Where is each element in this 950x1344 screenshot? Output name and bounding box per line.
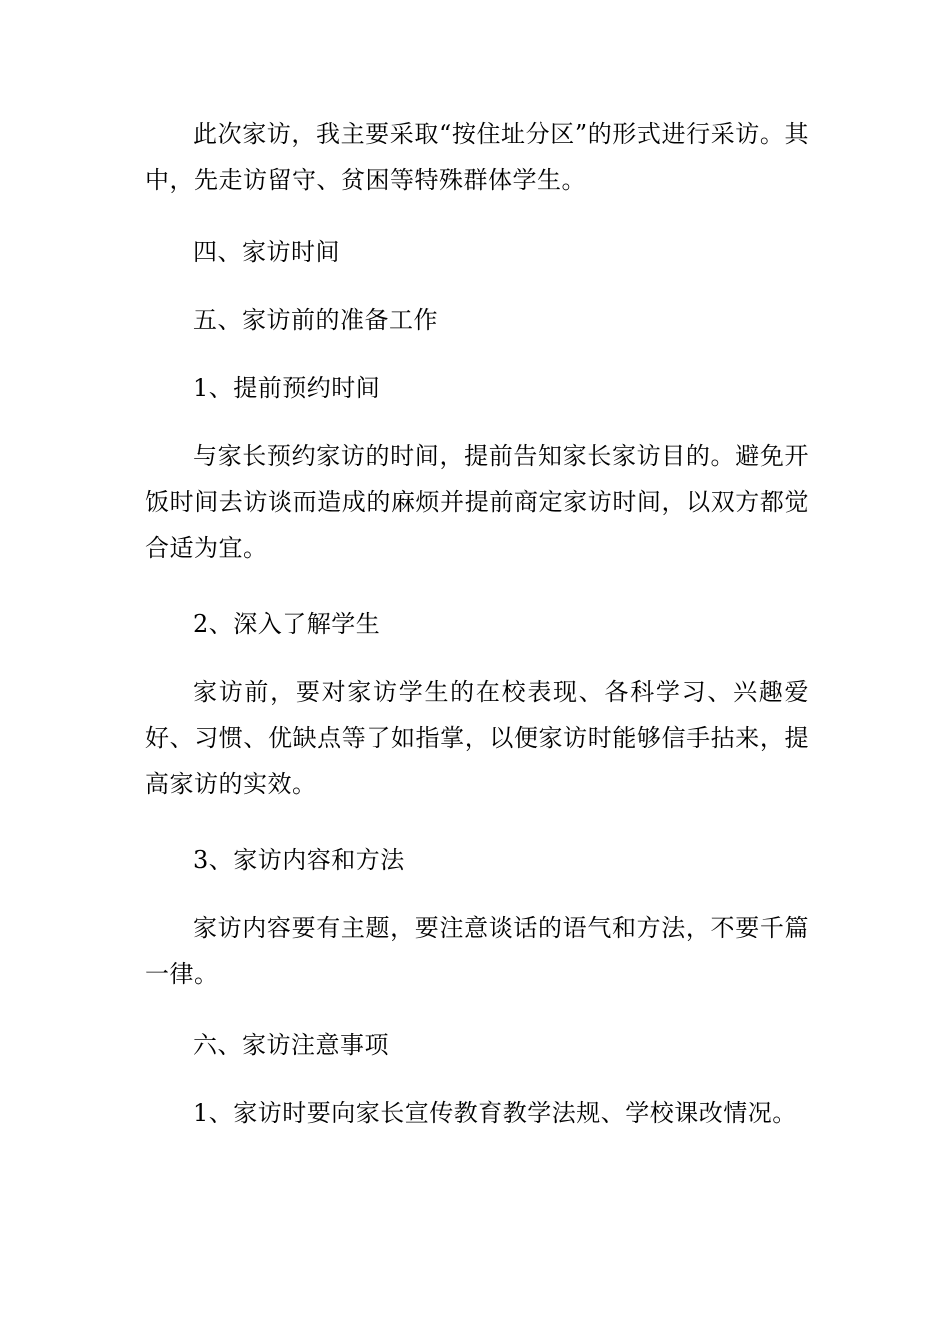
paragraph-visit-method: 此次家访，我主要采取“按住址分区”的形式进行采访。其中，先走访留守、贫困等特殊群体学生。 [145, 120, 809, 194]
heading-visit-time: 四、家访时间 [193, 238, 340, 266]
heading-preparation: 五、家访前的准备工作 [193, 306, 438, 334]
heading-precautions: 六、家访注意事项 [193, 1031, 389, 1059]
paragraph-understand-students: 家访前，要对家访学生的在校表现、各科学习、兴趣爱好、习惯、优缺点等了如指掌，以便家访时能够信手拈来，提高家访的实效。 [145, 678, 809, 798]
subheading-content-method: 3、家访内容和方法 [193, 846, 405, 874]
paragraph-appointment: 与家长预约家访的时间，提前告知家长家访目的。避免开饭时间去访谈而造成的麻烦并提前商定家访时间，以双方都觉合适为宜。 [145, 442, 809, 562]
item-precaution-1: 1、家访时要向家长宣传教育教学法规、学校课改情况。 [193, 1099, 797, 1127]
paragraph-content-method: 家访内容要有主题，要注意谈话的语气和方法，不要千篇一律。 [145, 914, 809, 988]
subheading-understand-students: 2、深入了解学生 [193, 610, 381, 638]
subheading-appointment: 1、提前预约时间 [193, 374, 381, 402]
